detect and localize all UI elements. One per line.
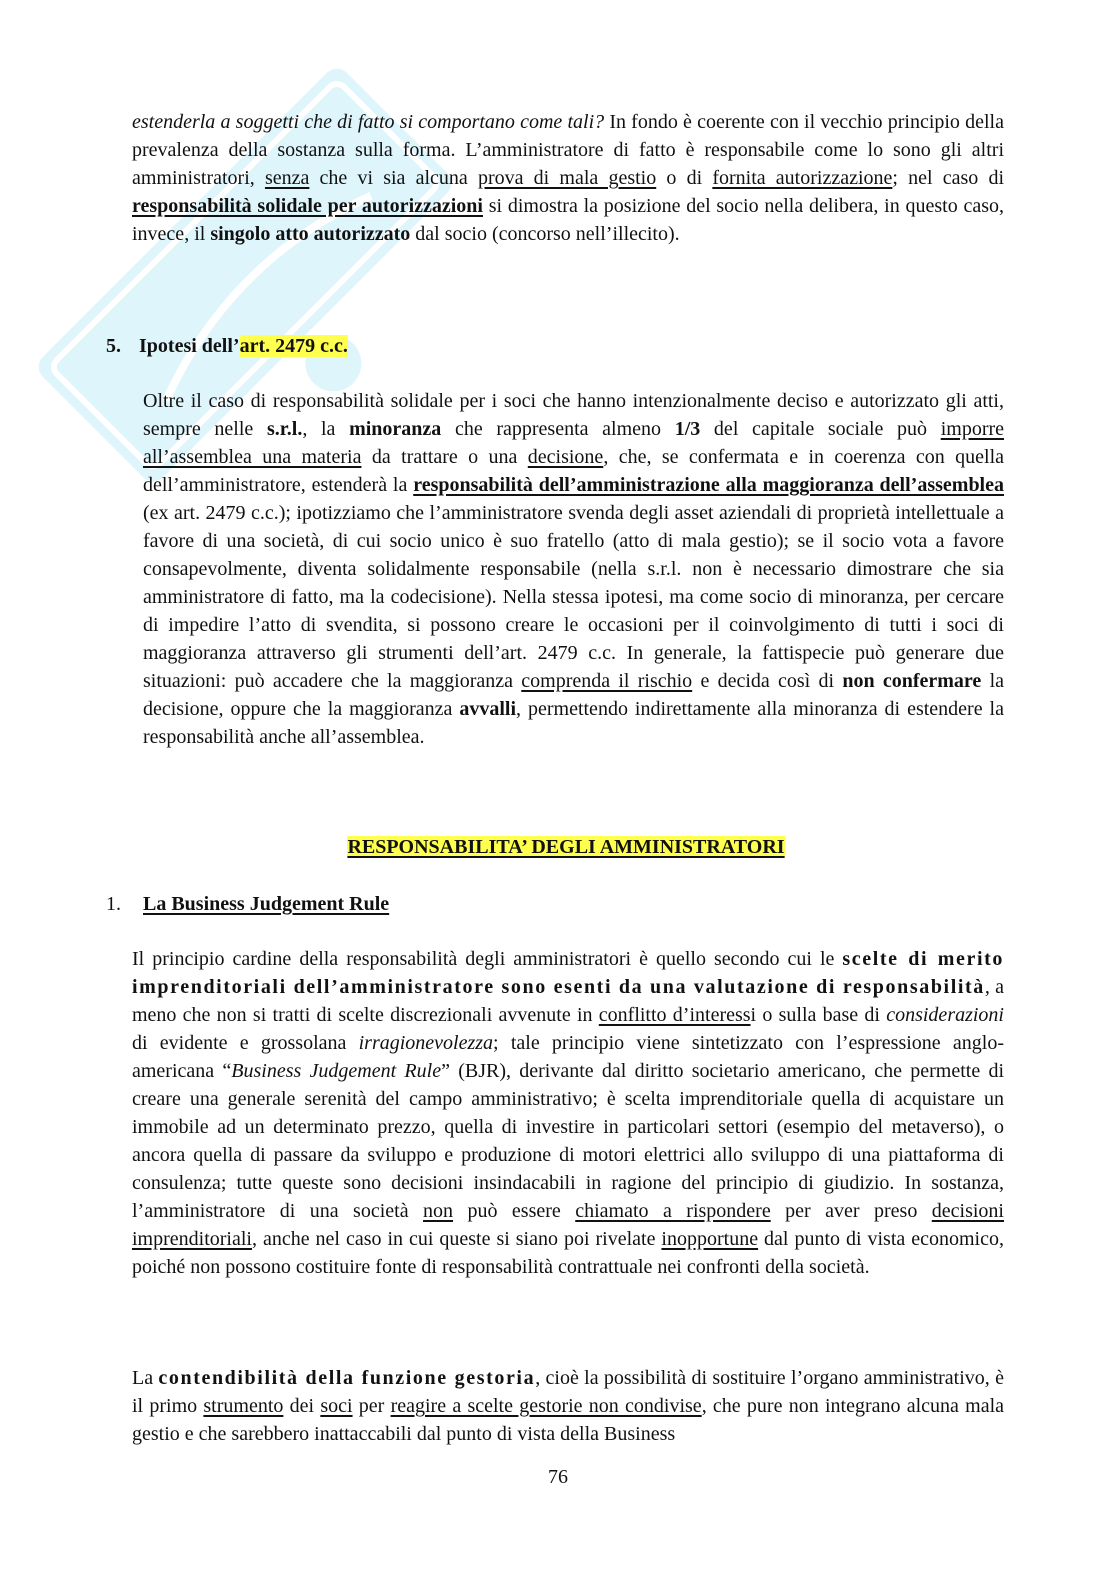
section-1-paragraph-1 — [132, 945, 1004, 1281]
paragraph-text: di evidente e grossolana — [132, 1032, 359, 1054]
paragraph-text: , che, se confermata e in coerenza con quella dell’amministratore, estenderà la — [143, 446, 1004, 496]
section-1-title: La Business Judgement Rule — [143, 893, 390, 915]
underlined-strumento: strumento — [203, 1395, 284, 1417]
bold-underlined-responsabilita-amministrazione: responsabilità dell’amministrazione alla maggioranza dell’assemblea — [413, 474, 1004, 496]
paragraph-text: , permettendo indirettamente alla minoranza di estendere la responsabilità anche all’assemblea. — [143, 698, 1004, 748]
intro-text: si dimostra la posizione del socio nella delibera, in questo caso, invece, il — [132, 195, 1004, 245]
chapter-title — [0, 833, 1116, 861]
underlined-conflitto-interessi: conflitto d’interess — [598, 1004, 751, 1026]
paragraph-text: e decida così di — [692, 670, 843, 692]
intro-text: In fondo è coerente con il vecchio principio della prevalenza della sostanza sulla forma. L’amministratore di fatto è responsabile come lo sono gli altri amministratori, — [132, 111, 1004, 189]
paragraph-text: dal punto di vista economico, poiché non possono costituire fonte di responsabilità contrattuale nei confronti della società. — [132, 1228, 1004, 1278]
bold-avvalli: avvalli — [459, 698, 517, 720]
bold-one-third: 1/3 — [674, 418, 701, 440]
underlined-imporre-materia: imporre all’assemblea una materia — [143, 418, 1005, 468]
paragraph-text: del capitale sociale può — [700, 418, 941, 440]
underlined-fornita-autorizzazione: fornita autorizzazione — [712, 167, 893, 189]
section-1-number: 1. — [106, 893, 121, 915]
paragraph-text: i o sulla base di — [750, 1004, 887, 1026]
paragraph-text: , la — [302, 418, 350, 440]
underlined-non: non — [423, 1200, 454, 1222]
section-1-paragraph-2 — [132, 1364, 1004, 1448]
section-5-heading — [106, 332, 348, 360]
bold-non-confermare: non confermare — [842, 670, 982, 692]
bold-minoranza: minoranza — [349, 418, 442, 440]
underlined-senza: senza — [264, 167, 310, 189]
paragraph-text: , che pure non integrano alcuna mala gestio e che sarebbero inattaccabili dal punto di vista della Business — [132, 1395, 1005, 1445]
paragraph-text: ” (BJR), derivante dal diritto societario americano, che permette di creare una generale serenità del campo amministrativo; è scelta imprenditoriale quella di acquistare un immobile ad un determinato prezzo, quella di investire in particolari settori (esempio del metaverso), o ancora quella di passare da sviluppo e produzione di motori elettrici allo sviluppo di una piattaforma di consulenza; tutte queste sono decisioni insindacabili in ragione del principio di giudizio. In sostanza, l’amministratore di una società — [132, 1060, 1004, 1222]
paragraph-text: La — [132, 1367, 159, 1389]
intro-text: dal socio (concorso nell’illecito). — [410, 223, 680, 245]
paragraph-text: , a meno che non si tratti di scelte discrezionali avvenute in — [132, 976, 1004, 1026]
italic-irragionevolezza: irragionevolezza — [358, 1032, 494, 1054]
paragraph-text: la decisione, oppure che la maggioranza — [143, 670, 1005, 720]
section-1-heading — [106, 890, 389, 918]
bold-underlined-responsabilita-solidale: responsabilità solidale per autorizzazioni — [132, 195, 483, 217]
section-5-paragraph — [143, 387, 1004, 751]
italic-business-judgement-rule: Business Judgement Rule — [231, 1060, 442, 1082]
paragraph-text: per — [352, 1395, 391, 1417]
underlined-chiamato-a-rispondere: chiamato a rispondere — [575, 1200, 771, 1222]
underlined-decisioni-imprenditoriali: decisioni imprenditoriali — [132, 1200, 1004, 1250]
section-5-number: 5. — [106, 335, 121, 357]
paragraph-text: , anche nel caso in cui queste si siano poi rivelate — [251, 1228, 662, 1250]
section-5-title-prefix: Ipotesi dell’ — [139, 335, 240, 357]
chapter-title-text: RESPONSABILITA’ DEGLI AMMINISTRATORI — [347, 836, 785, 858]
underlined-comprenda-rischio: comprenda il rischio — [521, 670, 693, 692]
bold-singolo-atto: singolo atto autorizzato — [210, 223, 411, 245]
bold-scelte-di-merito: scelte di merito imprenditoriali dell’amministratore sono esenti da una valutazione di responsabilità — [132, 948, 1004, 998]
paragraph-text: dei — [283, 1395, 321, 1417]
page-number: 76 — [548, 1466, 568, 1488]
paragraph-text: può essere — [453, 1200, 576, 1222]
underlined-inopportune: inopportune — [661, 1228, 759, 1250]
paragraph-text: , cioè la possibilità di sostituire l’organo amministrativo, è il primo — [132, 1367, 1004, 1417]
paragraph-text: ; tale principio viene sintetizzato con l’espressione anglo-americana “ — [132, 1032, 1004, 1082]
intro-text: ; nel caso di — [892, 167, 1004, 189]
underlined-prova-mala-gestio: prova di mala gestio — [477, 167, 657, 189]
intro-text: o di — [656, 167, 713, 189]
intro-italic-question: estenderla a soggetti che di fatto si comportano come tali? — [132, 111, 605, 133]
bold-contendibilita: contendibilità della funzione gestoria — [158, 1367, 536, 1389]
intro-text: che vi sia alcuna — [309, 167, 478, 189]
paragraph-text: Il principio cardine della responsabilità degli amministratori è quello secondo cui le — [132, 948, 843, 970]
paragraph-text: Oltre il caso di responsabilità solidale per i soci che hanno intenzionalmente deciso e autorizzato gli atti, sempre nelle — [143, 390, 1004, 440]
paragraph-text: da trattare o una — [361, 446, 528, 468]
section-5-title-highlight: art. 2479 c.c. — [239, 335, 348, 357]
underlined-reagire-scelte: reagire a scelte gestorie non condivise — [390, 1395, 702, 1417]
paragraph-text: che rappresenta almeno — [441, 418, 675, 440]
italic-considerazioni: considerazioni — [886, 1004, 1004, 1026]
underlined-soci: soci — [320, 1395, 353, 1417]
paragraph-text: per aver preso — [770, 1200, 932, 1222]
bold-srl: s.r.l. — [266, 418, 303, 440]
paragraph-text: (ex art. 2479 c.c.); ipotizziamo che l’amministratore svenda degli asset aziendali di proprietà intellettuale a favore di una società, di cui socio unico è suo fratello (atto di mala gestio); se il socio vota a favore consapevolmente, diventa solidalmente responsabile (nella s.r.l. non è necessario dimostrare che sia amministratore di fatto, ma la codecisione). Nella stessa ipotesi, ma come socio di minoranza, per cercare di impedire l’atto di svendita, si possono creare le occasioni per il coinvolgimento di tutti i soci di maggioranza attraverso gli strumenti dell’art. 2479 c.c. In generale, la fattispecie può generare due situazioni: può accadere che la maggioranza — [143, 502, 1004, 692]
underlined-decisione: decisione — [527, 446, 604, 468]
intro-paragraph — [132, 108, 1004, 248]
